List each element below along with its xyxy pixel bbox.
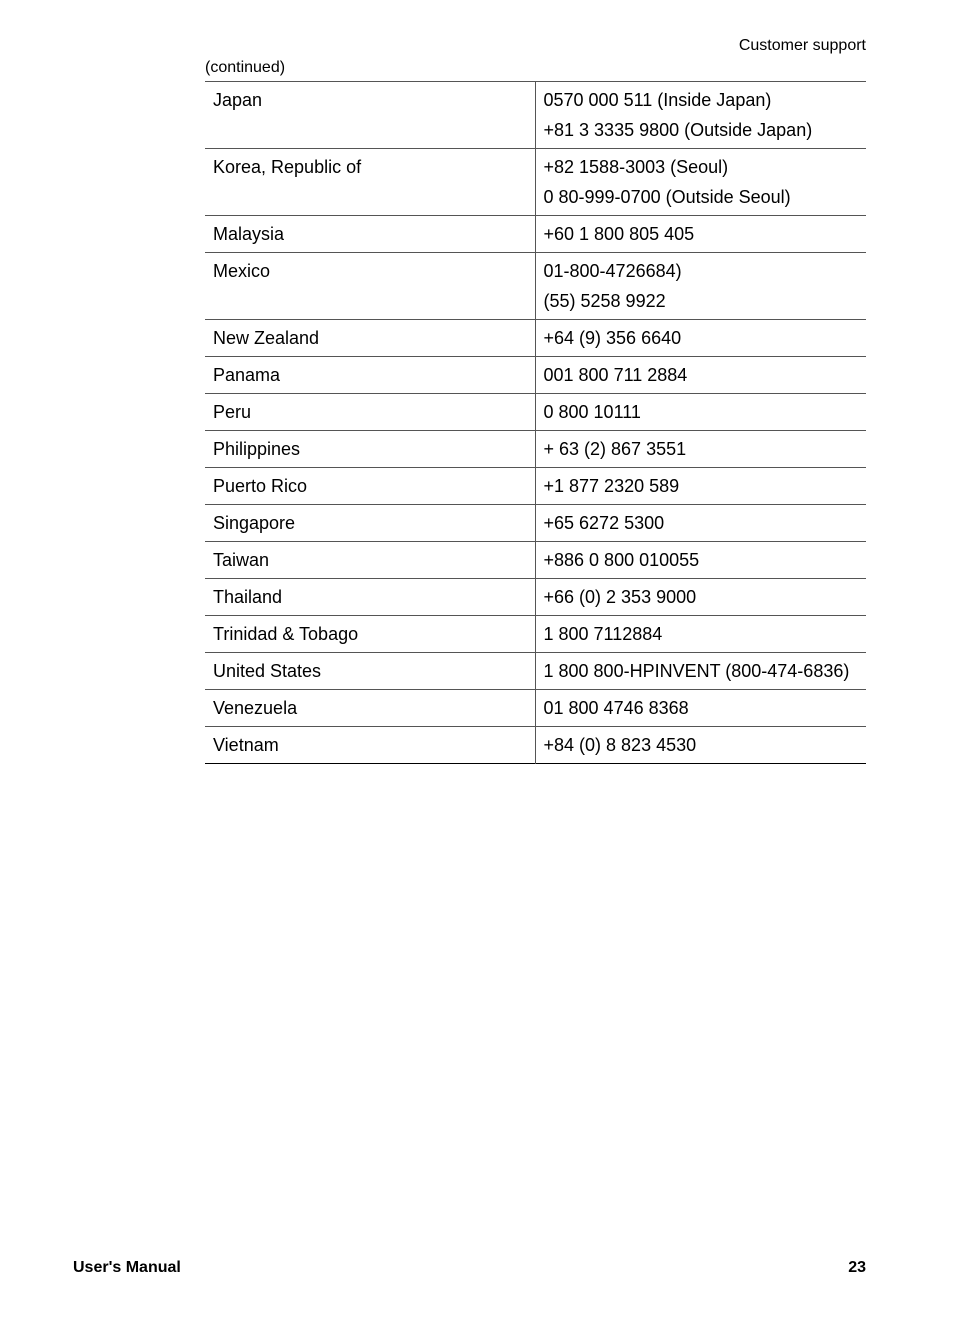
table-row <box>205 505 866 542</box>
footer-manual-title: User's Manual <box>73 1259 181 1276</box>
table-row <box>205 253 866 320</box>
phone-cell <box>535 468 866 505</box>
phone-number: 0 800 10111 <box>543 402 641 422</box>
phone-cell <box>535 542 866 579</box>
phone-cell <box>535 653 866 690</box>
phone-cell <box>535 394 866 431</box>
phone-cell <box>535 690 866 727</box>
phone-number: +84 (0) 8 823 4530 <box>543 735 697 755</box>
country-cell: Venezuela <box>205 690 535 727</box>
phone-number: 1 800 7112884 <box>543 624 663 644</box>
table-row <box>205 82 866 149</box>
support-table-body <box>205 82 866 764</box>
country-cell: Singapore <box>205 505 535 542</box>
country-cell: Puerto Rico <box>205 468 535 505</box>
phone-cell <box>535 82 866 149</box>
table-row <box>205 579 866 616</box>
table-row <box>205 320 866 357</box>
country-cell: Trinidad & Tobago <box>205 616 535 653</box>
phone-cell <box>535 431 866 468</box>
table-row <box>205 216 866 253</box>
country-cell: New Zealand <box>205 320 535 357</box>
country-cell: Malaysia <box>205 216 535 253</box>
phone-number: +82 1588-3003 (Seoul) <box>543 157 729 177</box>
phone-number: 001 800 711 2884 <box>543 365 688 385</box>
phone-cell <box>535 579 866 616</box>
phone-number: +60 1 800 805 405 <box>543 224 695 244</box>
country-cell: Korea, Republic of <box>205 149 535 216</box>
phone-number: +886 0 800 010055 <box>543 550 700 570</box>
phone-cell <box>535 616 866 653</box>
phone-cell <box>535 216 866 253</box>
country-cell: United States <box>205 653 535 690</box>
phone-number: 0570 000 511 (Inside Japan) <box>543 90 772 110</box>
phone-number: 01-800-4726684) <box>543 261 682 281</box>
table-row <box>205 149 866 216</box>
table-row <box>205 542 866 579</box>
phone-number: 0 80-999-0700 (Outside Seoul) <box>543 187 791 207</box>
country-cell: Peru <box>205 394 535 431</box>
running-header: Customer support <box>738 37 866 54</box>
country-cell: Vietnam <box>205 727 535 764</box>
table-row <box>205 431 866 468</box>
table-row <box>205 690 866 727</box>
phone-number: +1 877 2320 589 <box>543 476 680 496</box>
phone-number: +65 6272 5300 <box>543 513 665 533</box>
phone-number: + 63 (2) 867 3551 <box>543 439 687 459</box>
table-row <box>205 653 866 690</box>
phone-cell <box>535 727 866 764</box>
table-row <box>205 616 866 653</box>
phone-number: +66 (0) 2 353 9000 <box>543 587 697 607</box>
phone-cell <box>535 505 866 542</box>
country-cell: Taiwan <box>205 542 535 579</box>
phone-number: 01 800 4746 8368 <box>543 698 689 718</box>
phone-cell <box>535 320 866 357</box>
country-cell: Panama <box>205 357 535 394</box>
country-cell: Mexico <box>205 253 535 320</box>
phone-number: +81 3 3335 9800 (Outside Japan) <box>543 120 813 140</box>
country-cell: Japan <box>205 82 535 149</box>
phone-number: (55) 5258 9922 <box>543 291 666 311</box>
page-number: 23 <box>848 1259 866 1276</box>
table-row <box>205 727 866 764</box>
phone-number: 1 800 800-HPINVENT (800-474-6836) <box>543 661 850 681</box>
table-row <box>205 394 866 431</box>
table-row <box>205 468 866 505</box>
phone-cell <box>535 253 866 320</box>
table-row <box>205 357 866 394</box>
phone-number: +64 (9) 356 6640 <box>543 328 682 348</box>
country-cell: Philippines <box>205 431 535 468</box>
phone-cell <box>535 149 866 216</box>
support-phone-table <box>205 81 866 764</box>
phone-cell <box>535 357 866 394</box>
country-cell: Thailand <box>205 579 535 616</box>
continued-label: (continued) <box>205 59 286 76</box>
